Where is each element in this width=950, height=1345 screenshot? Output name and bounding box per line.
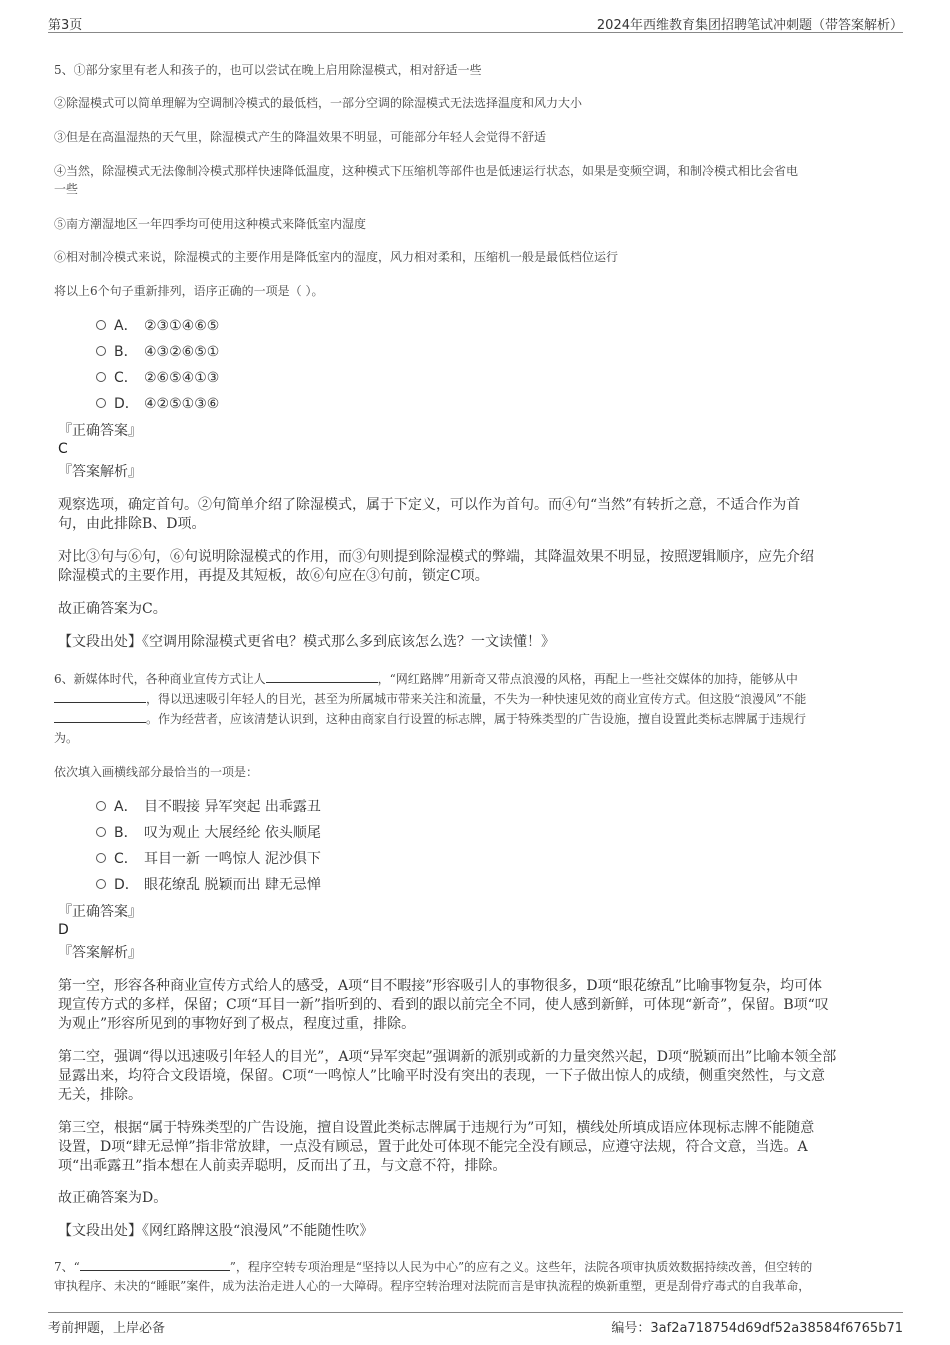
q6-passage-line-1: 6、新媒体时代，各种商业宣传方式让人 ，“网红路牌”用新奇又带点浪漫的风格，再配上一些社交媒体的加持，能够从中 (54, 669, 894, 688)
q5-answer-label: 『正确答案』 (58, 423, 142, 439)
page-footer (48, 1312, 903, 1335)
q5-sentence-3: ③但是在高温湿热的天气里，除湿模式产生的降温效果不明显，可能部分年轻人会觉得不舒适 (54, 130, 547, 144)
q5-analysis-3: 故正确答案为C。 (58, 601, 167, 617)
q5-sentence-2: ②除湿模式可以简单理解为空调制冷模式的最低档，一部分空调的除湿模式无法选择温度和风力大小 (54, 96, 583, 110)
q6-analysis-3: 第三空，根据“属于特殊类型的广告设施，擅自设置此类标志牌属于违规行为”可知，横线处所填成语应体现标志牌不能随意 (58, 1120, 815, 1136)
q5-analysis-1-cont: 句，由此排除B、D项。 (58, 516, 206, 532)
q5-sentence-5: ⑤南方潮湿地区一年四季均可使用这种模式来降低室内湿度 (54, 217, 367, 231)
page-number: 第3页 (48, 18, 83, 33)
radio-icon[interactable] (96, 801, 106, 811)
q6-blank-3 (54, 709, 146, 723)
q6-passage-line-2: ，得以迅速吸引年轻人的目光，甚至为所属城市带来关注和流量，不失为一种快速见效的商业宣传方式。但这股“浪漫风”不能 (54, 689, 894, 708)
q7-passage-line-2: 审执程序、未决的“睡眠”案件，成为法治走进人心的一大障碍。程序空转治理对法院而言是审执流程的焕新重塑，更是刮骨疗毒式的自我革命， (54, 1279, 811, 1293)
q5-analysis-1: 观察选项，确定首句。②句简单介绍了除湿模式，属于下定义，可以作为首句。而④句“当然”有转折之意，不适合作为首 (58, 497, 801, 513)
q6-option-a[interactable]: A． 目不暇接 异军突起 出乖露丑 (96, 797, 321, 817)
q7-passage-line-1: 7、“ ”，程序空转专项治理是“坚持以人民为中心”的应有之义。这些年，法院各项审执质效数据持续改善，但空转的 (54, 1257, 894, 1276)
q6-analysis-3-cont: 设置，D项“肆无忌惮”指非常放肆，一点没有顾忌，置于此处可体现不能完全没有顾忌，应遵守法规，符合文意，当选。A (58, 1139, 808, 1155)
q6-stem: 依次填入画横线部分最恰当的一项是： (54, 765, 259, 779)
q6-analysis-2-cont2: 无关，排除。 (58, 1087, 142, 1103)
q5-source: 【文段出处】《空调用除湿模式更省电？模式那么多到底该怎么选？一文读懂！》 (58, 634, 555, 650)
q6-option-c[interactable]: C． 耳目一新 一鸣惊人 泥沙俱下 (96, 849, 321, 869)
radio-icon[interactable] (96, 320, 106, 330)
q6-answer: D (58, 922, 69, 938)
radio-icon[interactable] (96, 853, 106, 863)
footer-slogan: 考前押题，上岸必备 (48, 1321, 166, 1336)
page-header (48, 12, 903, 33)
q5-sentence-1: 5、①部分家里有老人和孩子的，也可以尝试在晚上启用除湿模式，相对舒适一些 (54, 63, 482, 77)
q6-analysis-4: 故正确答案为D。 (58, 1190, 168, 1206)
q5-option-c[interactable]: C． ②⑥⑤④①③ (96, 368, 219, 388)
radio-icon[interactable] (96, 879, 106, 889)
q6-blank-1 (266, 669, 378, 683)
radio-icon[interactable] (96, 827, 106, 837)
q5-option-b[interactable]: B． ④③②⑥⑤① (96, 342, 219, 362)
q5-sentence-6: ⑥相对制冷模式来说，除湿模式的主要作用是降低室内的湿度，风力相对柔和，压缩机一般是最低档位运行 (54, 250, 619, 264)
document-code: 编号：3af2a718754d69df52a38584f6765b71 (611, 1321, 903, 1336)
q6-analysis-1: 第一空，形容各种商业宣传方式给人的感受，A项“目不暇接”形容吸引人的事物很多，D项“眼花缭乱”比喻事物复杂，均可体 (58, 978, 822, 994)
q5-analysis-2: 对比③句与⑥句，⑥句说明除湿模式的作用，而③句则提到除湿模式的弊端，其降温效果不明显，按照逻辑顺序，应先介绍 (58, 549, 814, 565)
radio-icon[interactable] (96, 398, 106, 408)
q6-passage-line-3: 。作为经营者，应该清楚认识到，这种由商家自行设置的标志牌，属于特殊类型的广告设施，擅自设置此类标志牌属于违规行 (54, 709, 894, 728)
q5-analysis-label: 『答案解析』 (58, 464, 142, 480)
q6-analysis-label: 『答案解析』 (58, 945, 142, 961)
q6-analysis-1-cont2: 为观止”形容所见到的事物好到了极点，程度过重，排除。 (58, 1016, 416, 1032)
q6-passage-line-4: 为。 (54, 731, 79, 745)
q5-stem: 将以上6个句子重新排列，语序正确的一项是（ ）。 (54, 284, 324, 298)
q6-source: 【文段出处】《网红路牌这股“浪漫风”不能随性吹》 (58, 1223, 374, 1239)
q5-sentence-4: ④当然，除湿模式无法像制冷模式那样快速降低温度，这种模式下压缩机等部件也是低速运行状态，如果是变频空调，和制冷模式相比会省电 (54, 164, 799, 178)
q5-sentence-4-cont: 一些 (54, 182, 79, 196)
q6-analysis-2-cont: 显露出来，均符合文段语境，保留。C项“一鸣惊人”比喻平时没有突出的表现，一下子做出惊人的成绩，侧重突然性，与文意 (58, 1068, 826, 1084)
q6-option-d[interactable]: D． 眼花缭乱 脱颖而出 肆无忌惮 (96, 875, 321, 895)
q6-answer-label: 『正确答案』 (58, 904, 142, 920)
radio-icon[interactable] (96, 346, 106, 356)
q6-analysis-2: 第二空，强调“得以迅速吸引年轻人的目光”，A项“异军突起”强调新的派别或新的力量突然兴起，D项“脱颖而出”比喻本领全部 (58, 1049, 837, 1065)
q5-option-a[interactable]: A． ②③①④⑥⑤ (96, 316, 219, 336)
q7-blank-1 (80, 1257, 230, 1271)
q6-blank-2 (54, 689, 146, 703)
document-title: 2024年西维教育集团招聘笔试冲刺题（带答案解析） (596, 18, 903, 33)
q6-analysis-3-cont2: 项“出乖露丑”指本想在人前卖弄聪明，反而出了丑，与文意不符，排除。 (58, 1158, 507, 1174)
q6-option-b[interactable]: B． 叹为观止 大展经纶 依头顺尾 (96, 823, 321, 843)
radio-icon[interactable] (96, 372, 106, 382)
q5-analysis-2-cont: 除湿模式的主要作用，再提及其短板，故⑥句应在③句前，锁定C项。 (58, 568, 489, 584)
q5-option-d[interactable]: D． ④②⑤①③⑥ (96, 394, 219, 414)
q6-analysis-1-cont: 现宣传方式的多样，保留；C项“耳目一新”指听到的、看到的跟以前完全不同，使人感到新鲜，可体现“新奇”，保留。B项“叹 (58, 997, 829, 1013)
q5-answer: C (58, 441, 68, 457)
